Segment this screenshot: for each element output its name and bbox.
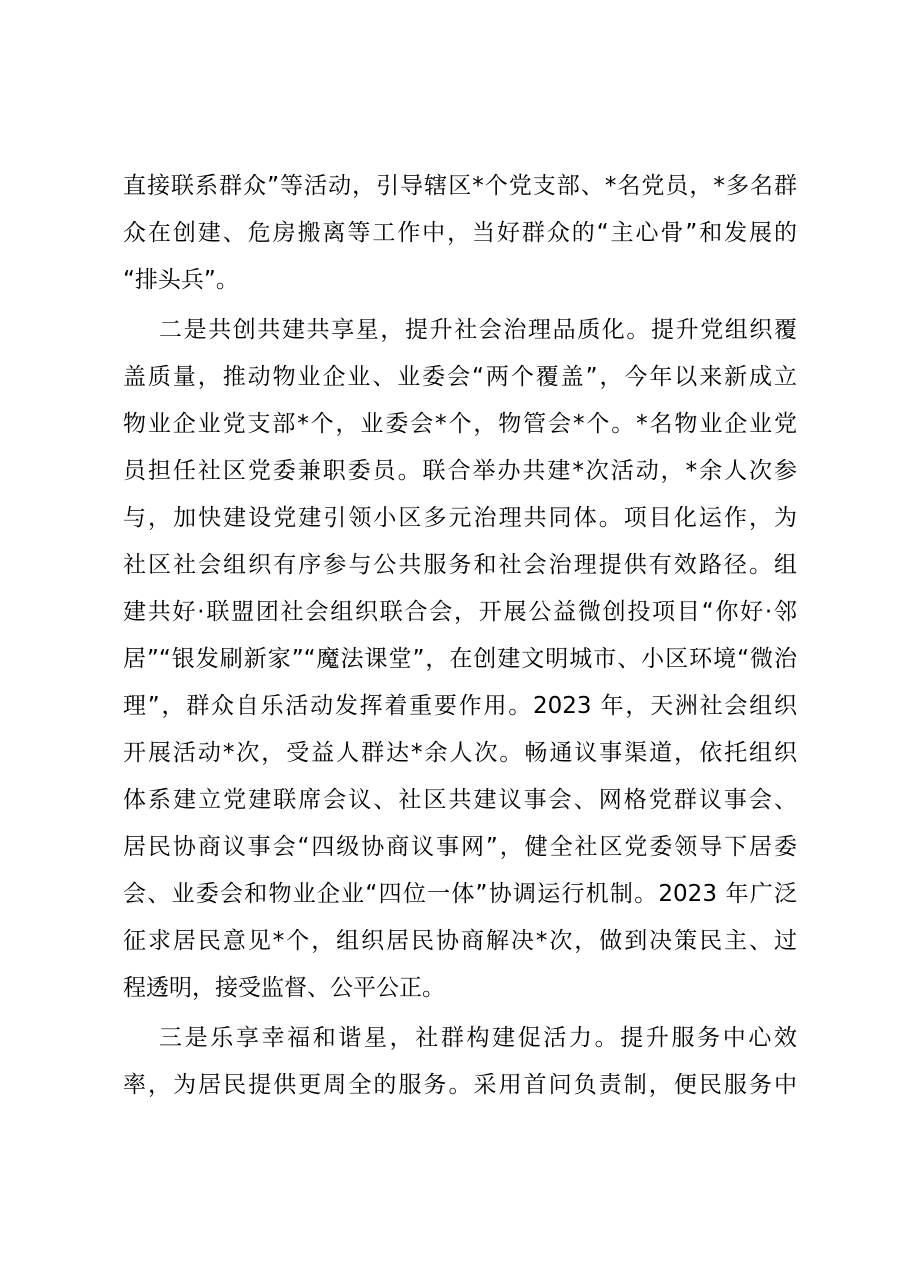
paragraph-line: 二是共创共建共享星，提升社会治理品质化。提升党组织覆 xyxy=(159,317,797,343)
paragraph-line: 居民协商议事会“四级协商议事网”，健全社区党委领导下居委 xyxy=(123,834,797,860)
paragraph-line: 三是乐享幸福和谐星，社群构建促活力。提升服务中心效 xyxy=(159,1025,797,1051)
paragraph-3 xyxy=(123,1015,797,1109)
paragraph-2 xyxy=(123,307,797,1012)
paragraph-line: 征求居民意见*个，组织居民协商解决*次，做到决策民主、过 xyxy=(123,928,797,954)
paragraph-line: 体系建立党建联席会议、社区共建议事会、网格党群议事会、 xyxy=(123,787,797,813)
paragraph-line: 与，加快建设党建引领小区多元治理共同体。项目化运作，为 xyxy=(123,505,797,531)
paragraph-line: 程透明，接受监督、公平公正。 xyxy=(123,975,445,1001)
paragraph-line: 众在创建、危房搬离等工作中，当好群众的“主心骨”和发展的 xyxy=(123,220,797,246)
paragraph-line: 建共好·联盟团社会组织联合会，开展公益微创投项目“你好·邻 xyxy=(123,599,797,625)
paragraph-line: 社区社会组织有序参与公共服务和社会治理提供有效路径。组 xyxy=(123,552,797,578)
paragraph-line: 盖质量，推动物业企业、业委会“两个覆盖”，今年以来新成立 xyxy=(123,364,797,390)
paragraph-line: 员担任社区党委兼职委员。联合举办共建*次活动，*余人次参 xyxy=(123,458,797,484)
paragraph-line: 居”“银发刷新家”“魔法课堂”，在创建文明城市、小区环境“微治 xyxy=(123,646,797,672)
paragraph-line: 率，为居民提供更周全的服务。采用首问负责制，便民服务中 xyxy=(123,1072,797,1098)
paragraph-1 xyxy=(123,163,797,304)
paragraph-line: 开展活动*次，受益人群达*余人次。畅通议事渠道，依托组织 xyxy=(123,740,797,766)
document-body xyxy=(123,163,797,1109)
paragraph-line: 直接联系群众”等活动，引导辖区*个党支部、*名党员，*多名群 xyxy=(123,173,797,199)
paragraph-line: 会、业委会和物业企业“四位一体”协调运行机制。2023 年广泛 xyxy=(123,881,797,907)
paragraph-line: “排头兵”。 xyxy=(123,267,239,293)
paragraph-line: 物业企业党支部*个，业委会*个，物管会*个。*名物业企业党 xyxy=(123,411,797,437)
paragraph-line: 理”，群众自乐活动发挥着重要作用。2023 年，天洲社会组织 xyxy=(123,693,797,719)
